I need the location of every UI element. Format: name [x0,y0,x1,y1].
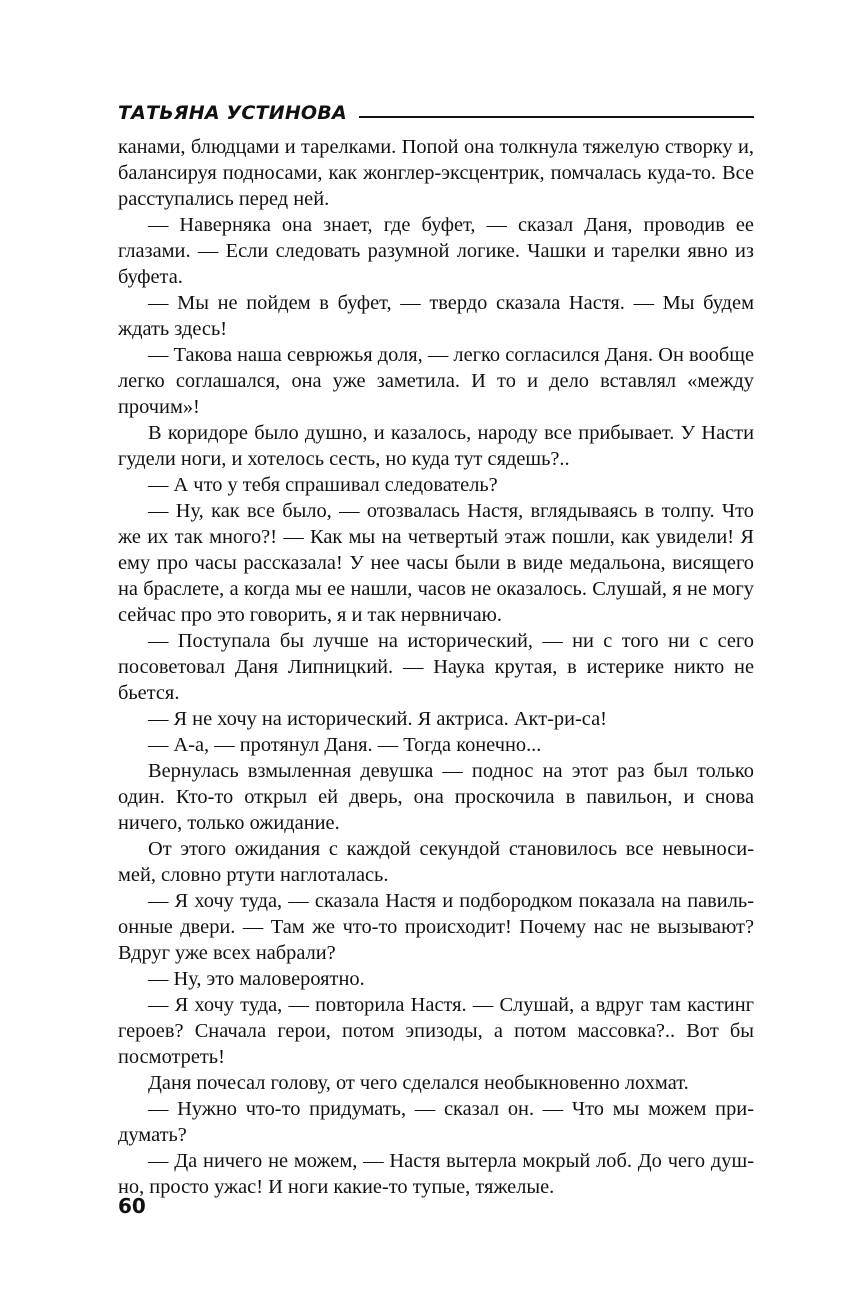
paragraph: — Поступала бы лучше на исторический, — ни с того ни с сего посоветовал Даня Липницкий. — Наука крутая, в истерике никто не бьется. [118,630,754,704]
header-author-name: ТАТЬЯНА УСТИНОВА [118,102,347,124]
paragraph: — Я не хочу на исторический. Я актриса. Акт-ри-са! [148,708,607,730]
paragraph: — Такова наша севрюжья доля, — легко согласился Даня. Он вообще легко соглашался, она уже заметила. И то и дело вставлял «между прочим»! [118,344,754,418]
running-header [118,96,754,124]
paragraph: — Мы не пойдем в буфет, — твердо сказала Настя. — Мы будем ждать здесь! [118,292,754,340]
paragraph: — Я хочу туда, — сказала Настя и подбородком показала на павильонные двери. — Там же что-то происходит! Почему нас не вызывают? Вдруг уже всех набрали? [118,890,754,964]
paragraph: — Нужно что-то придумать, — сказал он. — Что мы можем придумать? [118,1098,754,1146]
page-number: 60 [118,1194,146,1218]
paragraph: — А-а, — протянул Даня. — Тогда конечно... [148,734,542,756]
header-rule [359,116,754,118]
paragraph: Вернулась взмыленная девушка — поднос на этот раз был только один. Кто-то открыл ей дверь, она проскочила в павильон, и снова ничего, только ожидание. [118,760,754,834]
paragraph: — Наверняка она знает, где буфет, — сказал Даня, проводив ее глазами. — Если следовать разумной логике. Чашки и тарелки явно из буфета. [118,214,754,288]
body-text [118,134,754,1200]
paragraph: В коридоре было душно, и казалось, народу все прибывает. У Насти гудели ноги, и хотелось сесть, но куда тут сядешь?.. [118,422,754,470]
paragraph: От этого ожидания с каждой секундой становилось все невыносимей, словно ртути наглоталась. [118,838,754,886]
paragraph: — Ну, как все было, — отозвалась Настя, вглядываясь в толпу. Что же их так много?! — Как мы на четвертый этаж пошли, как увидели! Я ему про часы рассказала! У нее часы были в виде медальона, висящего на браслете, а когда мы ее нашли, часов не оказалось. Слушай, я не могу сейчас про это говорить, я и так нервничаю. [118,500,754,626]
paragraph: — А что у тебя спрашивал следователь? [148,474,498,496]
paragraph: Даня почесал голову, от чего сделался необыкновенно лохмат. [148,1072,689,1094]
paragraph: — Ну, это маловероятно. [148,968,365,990]
paragraph: канами, блюдцами и тарелками. Попой она толкнула тяжелую створку и, балансируя подносами, как жонглер-эксцентрик, помчалась куда-то. Все расступались перед ней. [118,136,754,210]
paragraph: — Я хочу туда, — повторила Настя. — Слушай, а вдруг там кастинг героев? Сначала герои, потом эпизоды, а потом массовка?.. Вот бы посмотреть! [118,994,754,1068]
paragraph: — Да ничего не можем, — Настя вытерла мокрый лоб. До чего душно, просто ужас! И ноги какие-то тупые, тяжелые. [118,1150,754,1198]
